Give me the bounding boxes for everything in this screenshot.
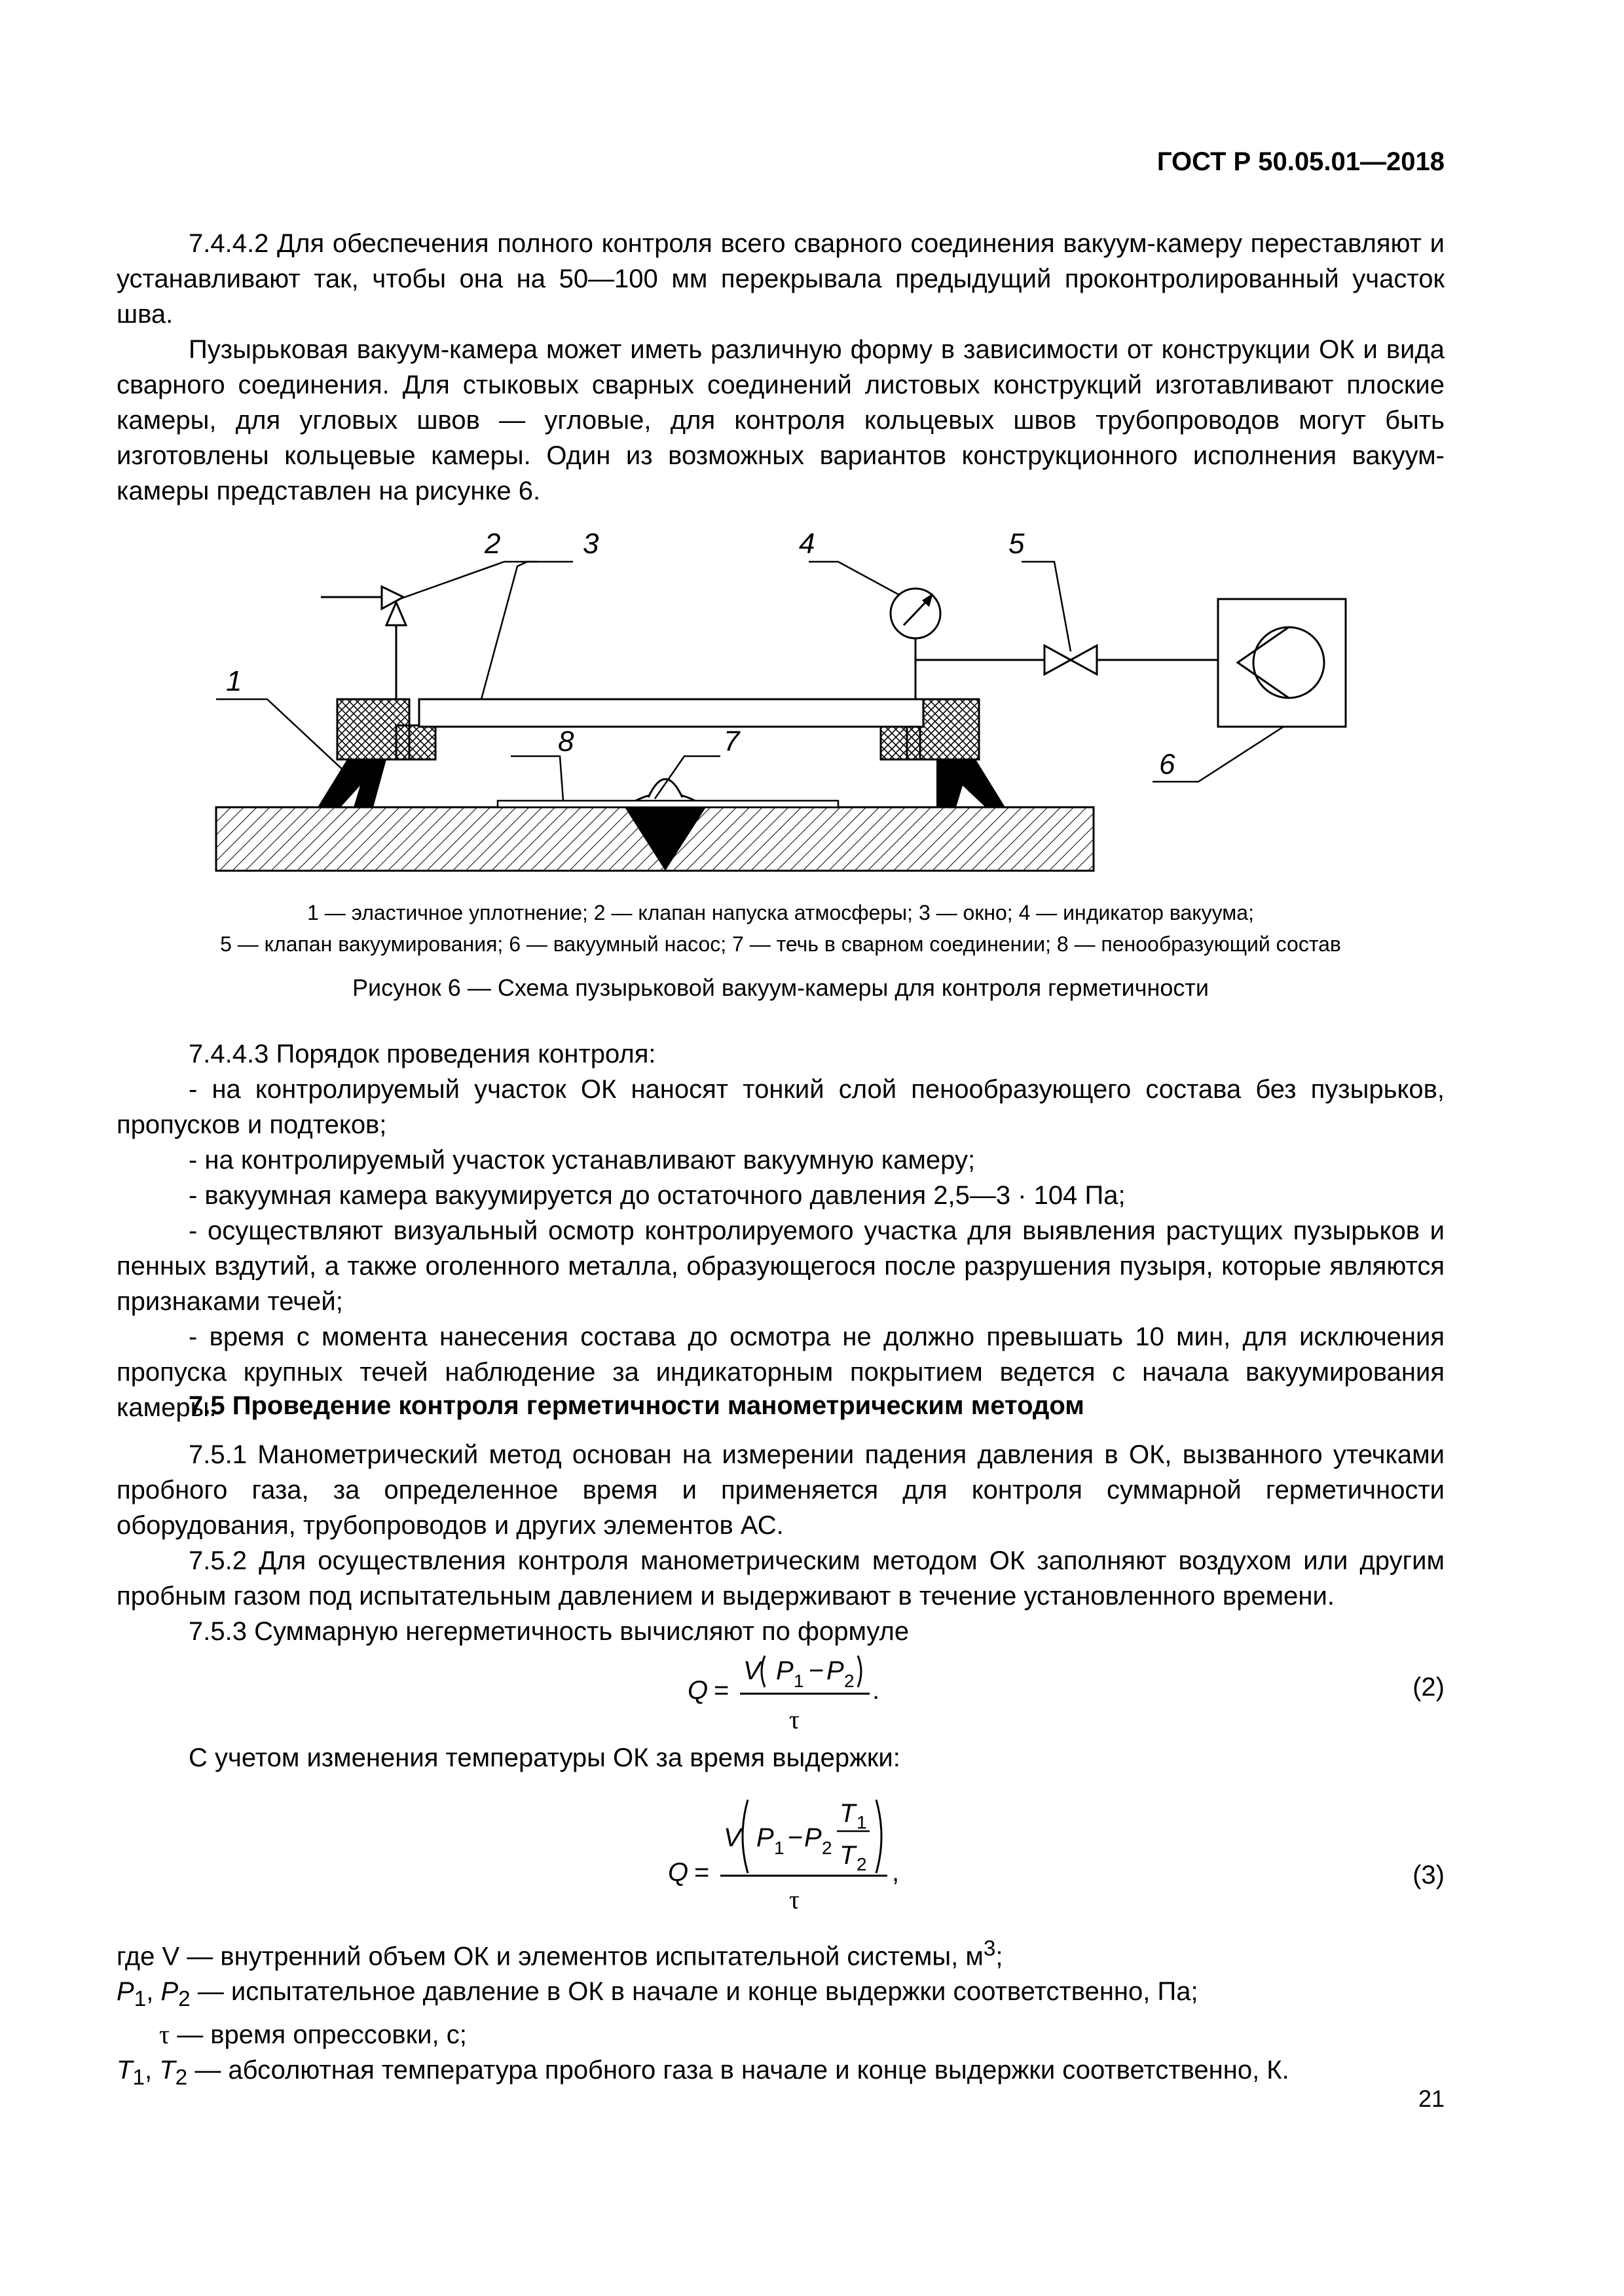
procedure-item-4: - осуществляют визуальный осмотр контролируемого участка для выявления растущих пузырьков и пенных вздутий, а также оголенного металла, образующегося после разрушения пузыря, которые являются признаками течей; xyxy=(117,1216,1445,1316)
paragraph-751: 7.5.1 Манометрический метод основан на измерении падения давления в ОК, вызванного утечками пробного газа, за определенное время и применяется для контроля суммарной герметичности оборудования, трубопроводов и других элементов АС. xyxy=(117,1440,1445,1540)
legend-line-2: 5 — клапан вакуумирования; 6 — вакуумный насос; 7 — течь в сварном соединении; 8 — пенообразующий состав xyxy=(220,932,1341,956)
procedure-block xyxy=(117,1036,1445,1425)
intro-text xyxy=(117,226,1445,509)
right-seal xyxy=(936,759,1005,807)
svg-text:,: , xyxy=(892,1858,900,1887)
figure-caption: Рисунок 6 — Схема пузырьковой вакуум-камеры для контроля герметичности xyxy=(352,974,1209,1001)
svg-text:=: = xyxy=(714,1676,729,1705)
svg-text:P: P xyxy=(804,1823,822,1852)
label-1: 1 xyxy=(226,665,242,697)
document-code: ГОСТ Р 50.05.01—2018 xyxy=(1156,147,1445,176)
leader-8 xyxy=(511,756,563,801)
svg-text:−: − xyxy=(788,1823,803,1852)
vacuum-chamber-diagram xyxy=(196,517,1375,884)
svg-text:=: = xyxy=(694,1858,710,1887)
svg-text:Q: Q xyxy=(688,1676,709,1705)
svg-text:P: P xyxy=(756,1823,774,1852)
svg-text:P: P xyxy=(776,1656,794,1685)
formula-2 xyxy=(681,1647,917,1745)
pump-rotor xyxy=(1253,627,1324,698)
procedure-item-3: - вакуумная камера вакуумируется до остаточного давления 2,5—3 · 104 Па; xyxy=(189,1181,1126,1210)
svg-text:Q: Q xyxy=(668,1858,689,1887)
svg-text:2: 2 xyxy=(844,1671,855,1691)
leader-4 xyxy=(809,562,898,594)
svg-text:τ: τ xyxy=(789,1885,800,1914)
definition-V: где V — внутренний объем ОК и элементов испытательной системы, $м^3$; xyxy=(117,1937,1003,1971)
vacuum-valve-right xyxy=(1071,646,1097,674)
formula-3 xyxy=(661,1791,923,1915)
left-seal xyxy=(318,759,386,807)
section-75-text xyxy=(117,1437,1445,1649)
svg-text:1: 1 xyxy=(794,1671,804,1691)
equation-3-number: (3) xyxy=(1412,1861,1445,1889)
inlet-valve-upper xyxy=(382,587,403,609)
leader-3 xyxy=(481,562,573,699)
label-3: 3 xyxy=(583,528,599,560)
label-4: 4 xyxy=(799,528,815,560)
svg-text:P: P xyxy=(826,1656,844,1685)
paragraph-temperature: С учетом изменения температуры ОК за время выдержки: xyxy=(189,1743,900,1772)
svg-text:T: T xyxy=(840,1841,856,1870)
svg-text:τ: τ xyxy=(789,1705,800,1734)
svg-text:2: 2 xyxy=(857,1854,867,1874)
label-6: 6 xyxy=(1159,748,1175,780)
label-7: 7 xyxy=(724,725,740,757)
equation-2-number: (2) xyxy=(1412,1673,1445,1702)
label-8: 8 xyxy=(558,725,574,757)
procedure-item-5: - время с момента нанесения состава до осмотра не должно превышать 10 мин, для исключения пропуска крупных течей наблюдение за индикаторным покрытием ведется с начала вакуумирования камеры. xyxy=(117,1322,1445,1422)
svg-text:2: 2 xyxy=(822,1838,832,1858)
legend-line-1: 1 — эластичное уплотнение; 2 — клапан напуска атмосферы; 3 — окно; 4 — индикатор вакуума; xyxy=(307,901,1254,924)
section-75-heading: 7.5 Проведение контроля герметичности манометрическим методом xyxy=(189,1391,1084,1420)
right-frame-inner xyxy=(881,725,920,759)
paragraph-752: 7.5.2 Для осуществления контроля манометрическим методом ОК заполняют воздухом или другим пробным газом под испытательным давлением и выдерживают в течение установленного времени. xyxy=(117,1546,1445,1611)
left-frame-inner xyxy=(396,725,435,759)
figure-legend xyxy=(117,897,1445,960)
vacuum-valve-left xyxy=(1044,646,1071,674)
paragraph-753: 7.5.3 Суммарную негерметичность вычисляют по формуле xyxy=(189,1617,910,1646)
svg-text:V: V xyxy=(743,1656,761,1685)
svg-text:−: − xyxy=(809,1656,824,1685)
variable-definitions xyxy=(117,1931,1445,2096)
svg-text:1: 1 xyxy=(857,1812,867,1832)
definition-tau: τ — время опрессовки, с; xyxy=(159,2020,467,2050)
svg-text:V: V xyxy=(724,1823,741,1852)
label-5: 5 xyxy=(1008,528,1025,560)
page-number: 21 xyxy=(1418,2085,1445,2112)
definition-T: $T_1$, $T_2$ — абсолютная температура пробного газа в начале и конце выдержки соответственно, К. xyxy=(117,2056,1289,2090)
paragraph-7442: 7.4.4.2 Для обеспечения полного контроля всего сварного соединения вакуум-камеру переставляют и устанавливают так, чтобы она на 50—100 мм перекрывала предыдущий проконтролированный участок шва. xyxy=(117,229,1445,329)
svg-text:T: T xyxy=(840,1799,856,1828)
leader-1 xyxy=(216,699,346,773)
leak-bubble xyxy=(648,779,682,797)
procedure-item-2: - на контролируемый участок устанавливают вакуумную камеру; xyxy=(189,1146,976,1175)
svg-text:1: 1 xyxy=(774,1838,784,1858)
svg-text:.: . xyxy=(872,1676,880,1705)
paragraph-chamber-shapes: Пузырьковая вакуум-камера может иметь различную форму в зависимости от конструкции ОК и вида сварного соединения. Для стыковых сварных соединений листовых конструкций изготавливают плоские камеры, для угловых швов — угловые, для контроля кольцевых швов трубопроводов могут быть изготовлены кольцевые камеры. Один из возможных вариантов конструкционного исполнения вакуум-камеры представлен на рисунке 6. xyxy=(117,335,1445,505)
definition-P: $P_1$, $P_2$ — испытательное давление в ОК в начале и конце выдержки соответственно, Па; xyxy=(117,1977,1198,2012)
leader-5 xyxy=(1022,562,1071,651)
procedure-item-1: - на контролируемый участок ОК наносят тонкий слой пенообразующего состава без пузырьков, пропусков и подтеков; xyxy=(117,1075,1445,1139)
procedure-title: 7.4.4.3 Порядок проведения контроля: xyxy=(189,1040,656,1068)
temperature-intro xyxy=(117,1740,1445,1776)
chamber-window xyxy=(419,699,923,727)
label-2: 2 xyxy=(485,528,501,560)
foam-layer xyxy=(498,801,838,807)
